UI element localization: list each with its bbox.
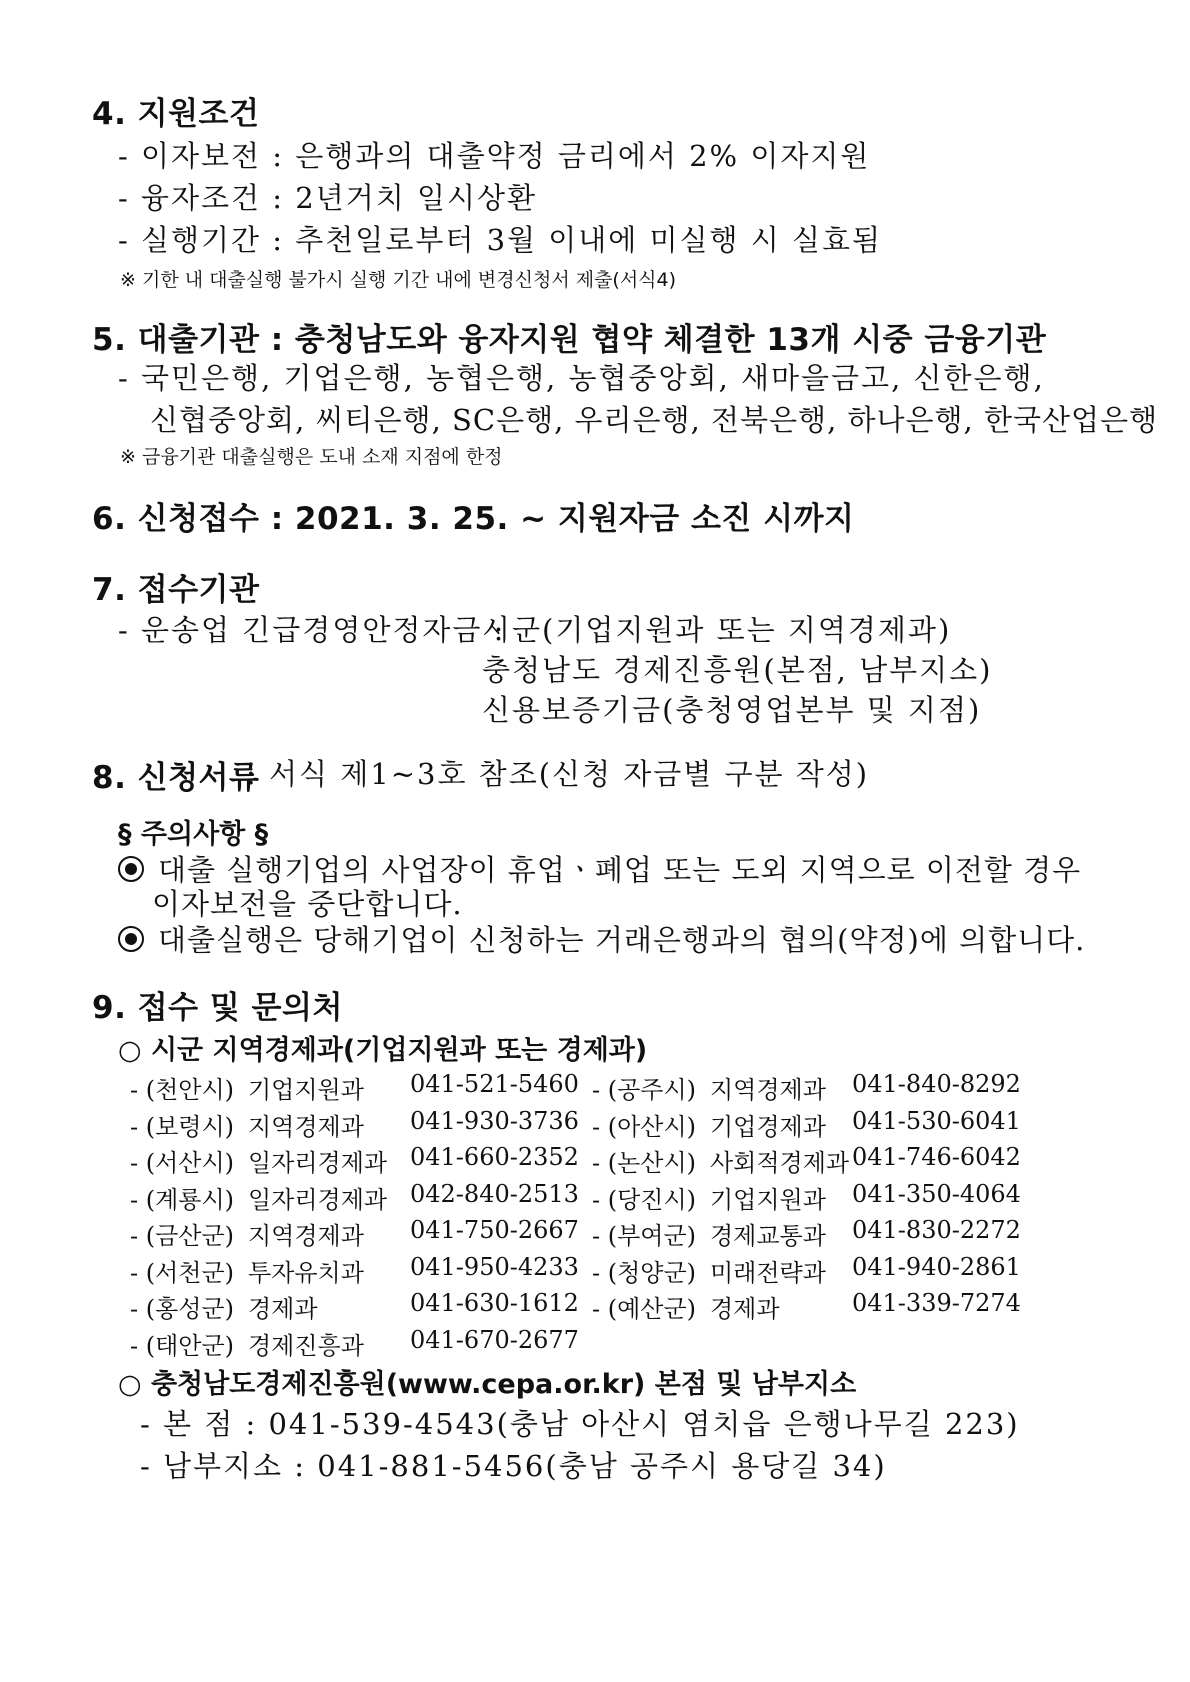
contact-phone: 041-660-2352 [410,1143,579,1171]
contact-department: 지역경제과 [710,1076,826,1104]
contact-region: - (홍성군) [130,1295,235,1323]
contact-phone: 041-339-7274 [852,1289,1021,1317]
contact-region: - (금산군) [130,1222,235,1250]
sec5-banks-line-1: - 국민은행, 기업은행, 농협은행, 농협중앙회, 새마을금고, 신한은행, [118,361,1045,395]
contact-phone: 041-940-2861 [852,1252,1021,1281]
contact-region: - (당진시) [592,1185,697,1214]
contact-phone: 041-530-6041 [852,1106,1021,1135]
contact-phone: 041-670-2677 [410,1325,579,1354]
contact-region: - (천안시) [130,1076,235,1104]
contact-phone: 041-521-5460 [410,1070,579,1098]
sec8-text: : 서식 제1~3호 참조(신청 자금별 구분 작성) [246,757,870,791]
contact-department: 기업지원과 [248,1076,364,1104]
contact-department: 경제교통과 [710,1222,826,1250]
contact-department: 지역경제과 [248,1222,364,1250]
sec7-line-2: 충청남도 경제진흥원(본점, 남부지소) [482,653,993,687]
contact-region: - (계룡시) [130,1185,235,1214]
contact-phone: 041-350-4064 [852,1179,1021,1208]
sec7-line-1: 시군(기업지원과 또는 지역경제과) [482,613,952,647]
contact-region: - (서산시) [130,1149,235,1177]
sec5-banks-line-2: 신협중앙회, 씨티은행, SC은행, 우리은행, 전북은행, 하나은행, 한국산업은행 [150,403,1159,437]
caution-item-2-text: 대출실행은 당해기업이 신청하는 거래은행과의 협의(약정)에 의합니다. [158,923,1086,957]
sec7-line-3: 신용보증기금(충청영업본부 및 지점) [482,693,982,727]
sec4-item-interest: - 이자보전 : 은행과의 대출약정 금리에서 2% 이자지원 [118,139,871,173]
caution-item-2 [118,918,1085,959]
sec9-subheading-cepa: ○ 충청남도경제진흥원(www.cepa.or.kr) 본점 및 남부지소 [118,1369,857,1400]
section-8-heading: 8. 신청서류 [92,760,260,796]
section-5-heading: 5. 대출기관 : 충청남도와 융자지원 협약 체결한 13개 시중 금융기관 [92,322,1047,358]
section-6-heading: 6. 신청접수 : 2021. 3. 25. ~ 지원자금 소진 시까지 [92,501,855,537]
cepa-headquarters: - 본 점 : 041-539-4543(충남 아산시 염치읍 은행나무길 223) [140,1407,1020,1441]
contact-region: - (청양군) [592,1258,697,1287]
contact-region: - (보령시) [130,1112,235,1141]
contact-region: - (공주시) [592,1076,697,1104]
contact-phone: 042-840-2513 [410,1179,579,1208]
contact-department: 지역경제과 [248,1112,364,1141]
caution-item-1-cont: 이자보전을 중단합니다. [152,887,463,921]
contact-phone: 041-930-3736 [410,1106,579,1135]
contact-phone: 041-840-8292 [852,1070,1021,1098]
contact-department: 투자유치과 [248,1258,364,1287]
contact-region: - (아산시) [592,1112,697,1141]
section-4-heading: 4. 지원조건 [92,96,260,132]
contact-region: - (부여군) [592,1222,697,1250]
sec4-item-loan-terms: - 융자조건 : 2년거치 일시상환 [118,181,538,215]
contact-phone: 041-950-4233 [410,1252,579,1281]
sec4-item-period: - 실행기간 : 추천일로부터 3월 이내에 미실행 시 실효됨 [118,223,883,257]
contact-department: 일자리경제과 [248,1149,388,1177]
sec5-note: ※ 금융기관 대출실행은 도내 소재 지점에 한정 [120,446,503,468]
contact-department: 경제진흥과 [248,1331,364,1360]
contact-department: 기업경제과 [710,1112,826,1141]
caution-heading: § 주의사항 § [118,819,269,850]
sec7-label: - 운송업 긴급경영안정자금 : [118,613,506,647]
caution-item-1-text: 대출 실행기업의 사업장이 휴업ㆍ폐업 또는 도외 지역으로 이전할 경우 [158,853,1082,887]
bullet-icon [118,856,144,882]
contact-phone: 041-746-6042 [852,1143,1021,1171]
contact-phone: 041-750-2667 [410,1216,579,1244]
contact-region: - (예산군) [592,1295,697,1323]
section-9-heading: 9. 접수 및 문의처 [92,990,343,1026]
contact-department: 미래전략과 [710,1258,826,1287]
contact-department: 사회적경제과 [710,1149,850,1177]
contact-department: 일자리경제과 [248,1185,388,1214]
cepa-south-branch: - 남부지소 : 041-881-5456(충남 공주시 용당길 34) [140,1449,887,1483]
contact-region: - (태안군) [130,1331,235,1360]
contact-phone: 041-630-1612 [410,1289,579,1317]
section-7-heading: 7. 접수기관 [92,572,260,608]
contact-department: 경제과 [248,1295,318,1323]
contact-phone: 041-830-2272 [852,1216,1021,1244]
contact-department: 경제과 [710,1295,780,1323]
contact-region: - (서천군) [130,1258,235,1287]
sec9-subheading-cities: ○ 시군 지역경제과(기업지원과 또는 경제과) [118,1035,648,1066]
contact-department: 기업지원과 [710,1185,826,1214]
bullet-icon [118,926,144,952]
contact-region: - (논산시) [592,1149,697,1177]
sec4-note: ※ 기한 내 대출실행 불가시 실행 기간 내에 변경신청서 제출(서식4) [120,269,677,291]
